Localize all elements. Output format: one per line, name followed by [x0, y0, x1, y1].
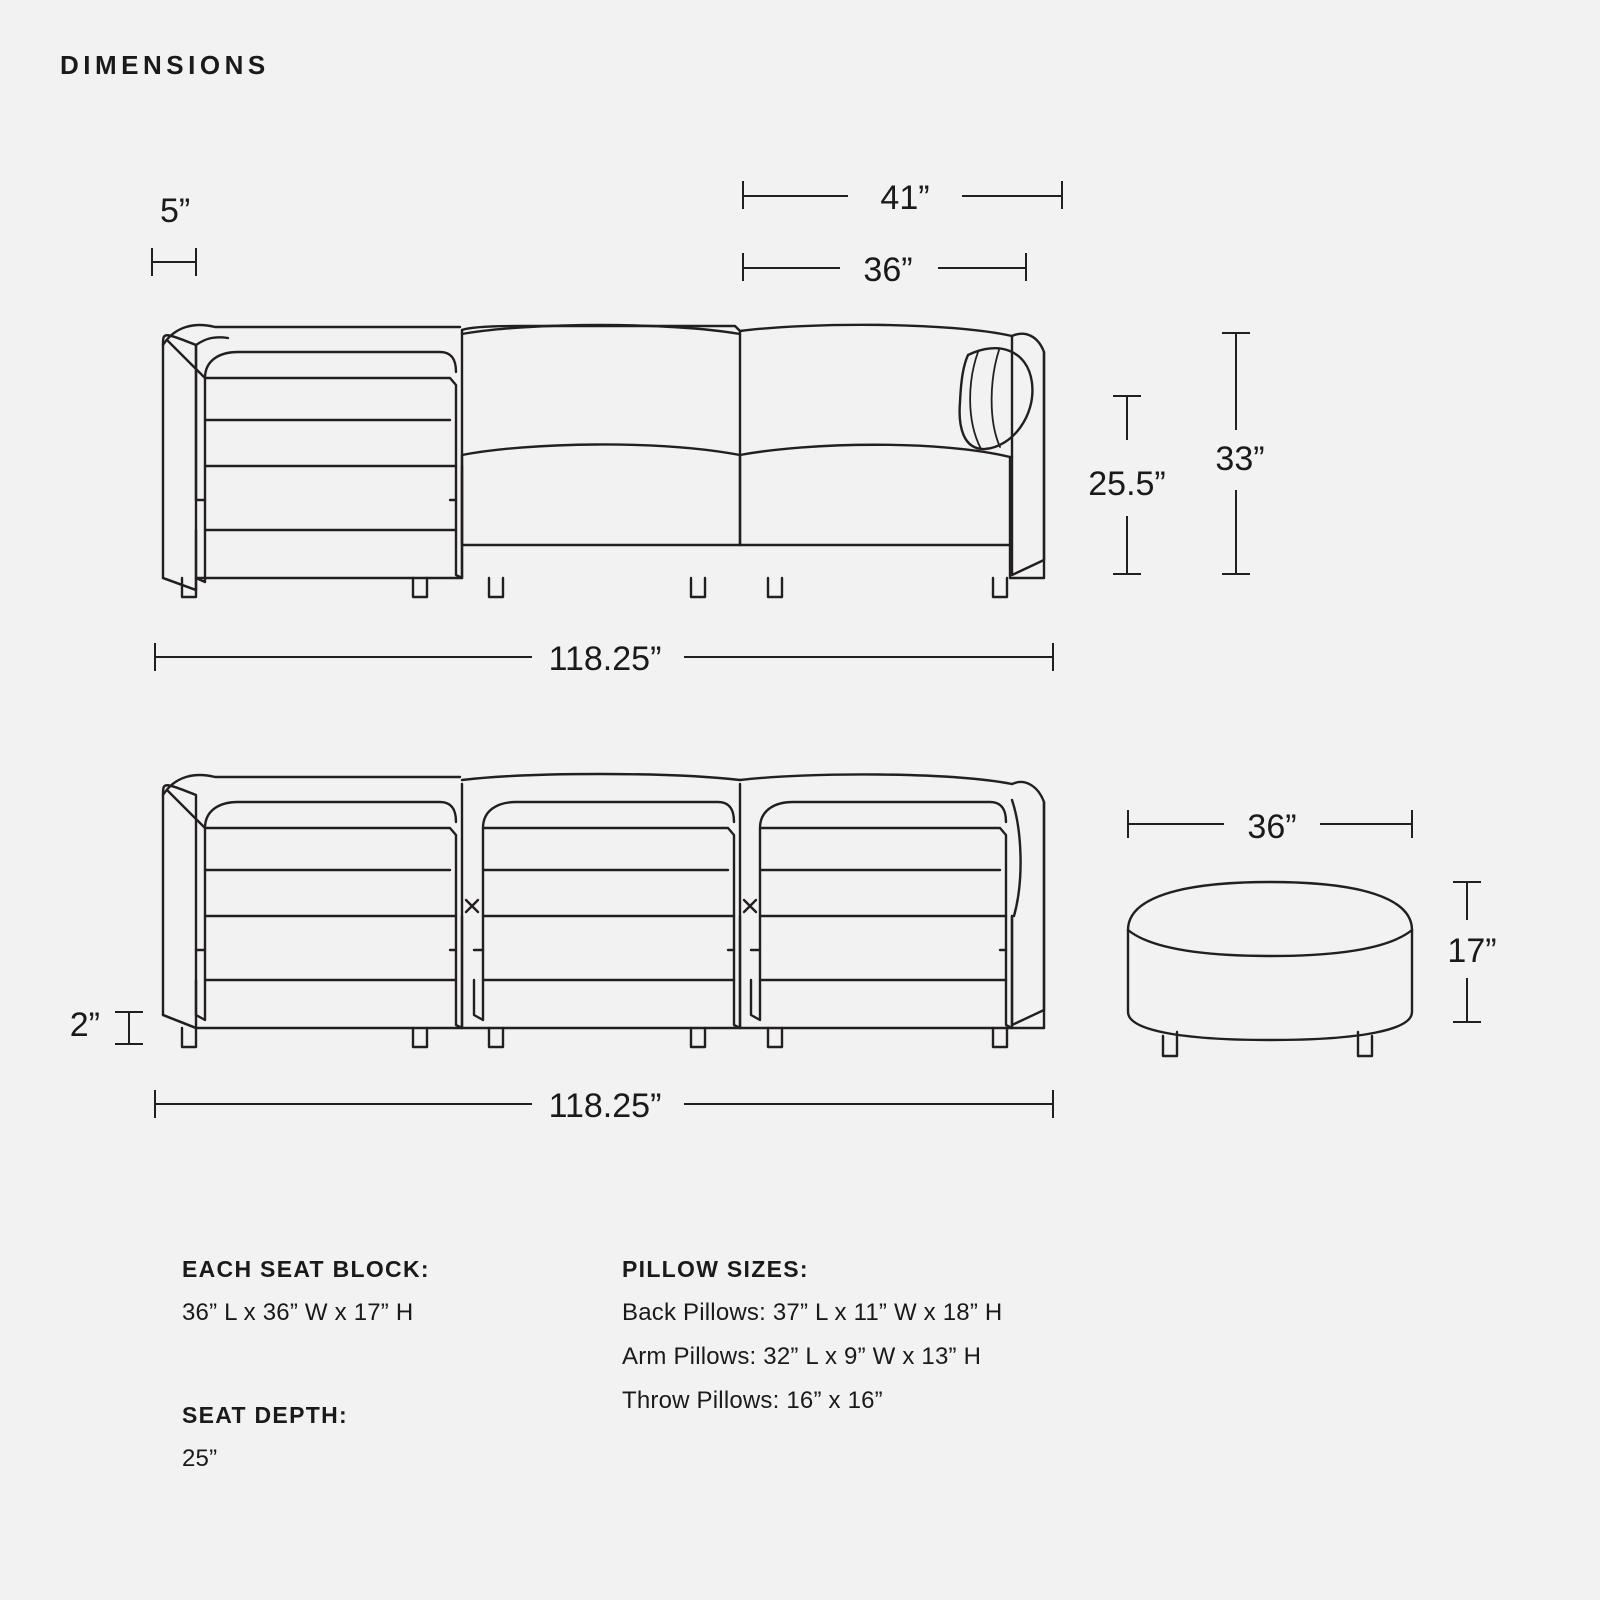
spec-pillow-line-throw: Throw Pillows: 16” x 16” — [622, 1387, 883, 1414]
dimension-seat-back-height — [1088, 396, 1166, 574]
spec-seat-depth-value: 25” — [182, 1445, 218, 1472]
page-title: DIMENSIONS — [60, 50, 270, 80]
dimension-label-ottoman-36in: 36” — [1247, 808, 1297, 846]
ottoman-view — [1128, 882, 1412, 1056]
spec-pillow-sizes — [622, 1258, 1322, 1433]
spec-pillow-line-back: Back Pillows: 37” L x 11” W x 18” H — [622, 1299, 1003, 1326]
dimension-label-36in: 36” — [863, 251, 913, 289]
dimension-arm-width — [152, 192, 196, 276]
dimension-overall-length-back — [155, 1087, 1053, 1125]
spec-seat-depth — [182, 1404, 562, 1491]
dimension-label-17in: 17” — [1447, 932, 1497, 970]
dimension-label-2in: 2” — [69, 1006, 100, 1044]
spec-pillow-line-arm: Arm Pillows: 32” L x 9” W x 13” H — [622, 1343, 982, 1370]
dimension-leg-height — [70, 1006, 143, 1044]
spec-seat-block — [182, 1258, 562, 1345]
spec-seat-depth-heading: SEAT DEPTH: — [182, 1402, 348, 1428]
sofa-back-view — [163, 774, 1044, 1047]
spec-seat-block-value: 36” L x 36” W x 17” H — [182, 1299, 414, 1326]
dimension-label-118-25in: 118.25” — [548, 640, 662, 678]
dimension-ottoman-width — [1128, 808, 1412, 846]
dimension-label-25-5in: 25.5” — [1088, 465, 1166, 503]
dimension-label-41in: 41” — [880, 179, 930, 217]
sofa-front-view — [163, 325, 1044, 597]
dimension-label-33in: 33” — [1215, 440, 1265, 478]
dimension-seat-block-overall — [743, 179, 1062, 217]
dimension-ottoman-height — [1447, 882, 1496, 1022]
dimension-label-118-25in-back: 118.25” — [548, 1087, 662, 1125]
dimension-overall-length — [155, 640, 1053, 678]
dimension-seat-block-width — [743, 251, 1026, 289]
spec-seat-block-heading: EACH SEAT BLOCK: — [182, 1256, 430, 1282]
dimension-label-5in: 5” — [160, 192, 191, 230]
dimension-overall-height — [1215, 333, 1264, 574]
spec-pillow-heading: PILLOW SIZES: — [622, 1256, 809, 1282]
